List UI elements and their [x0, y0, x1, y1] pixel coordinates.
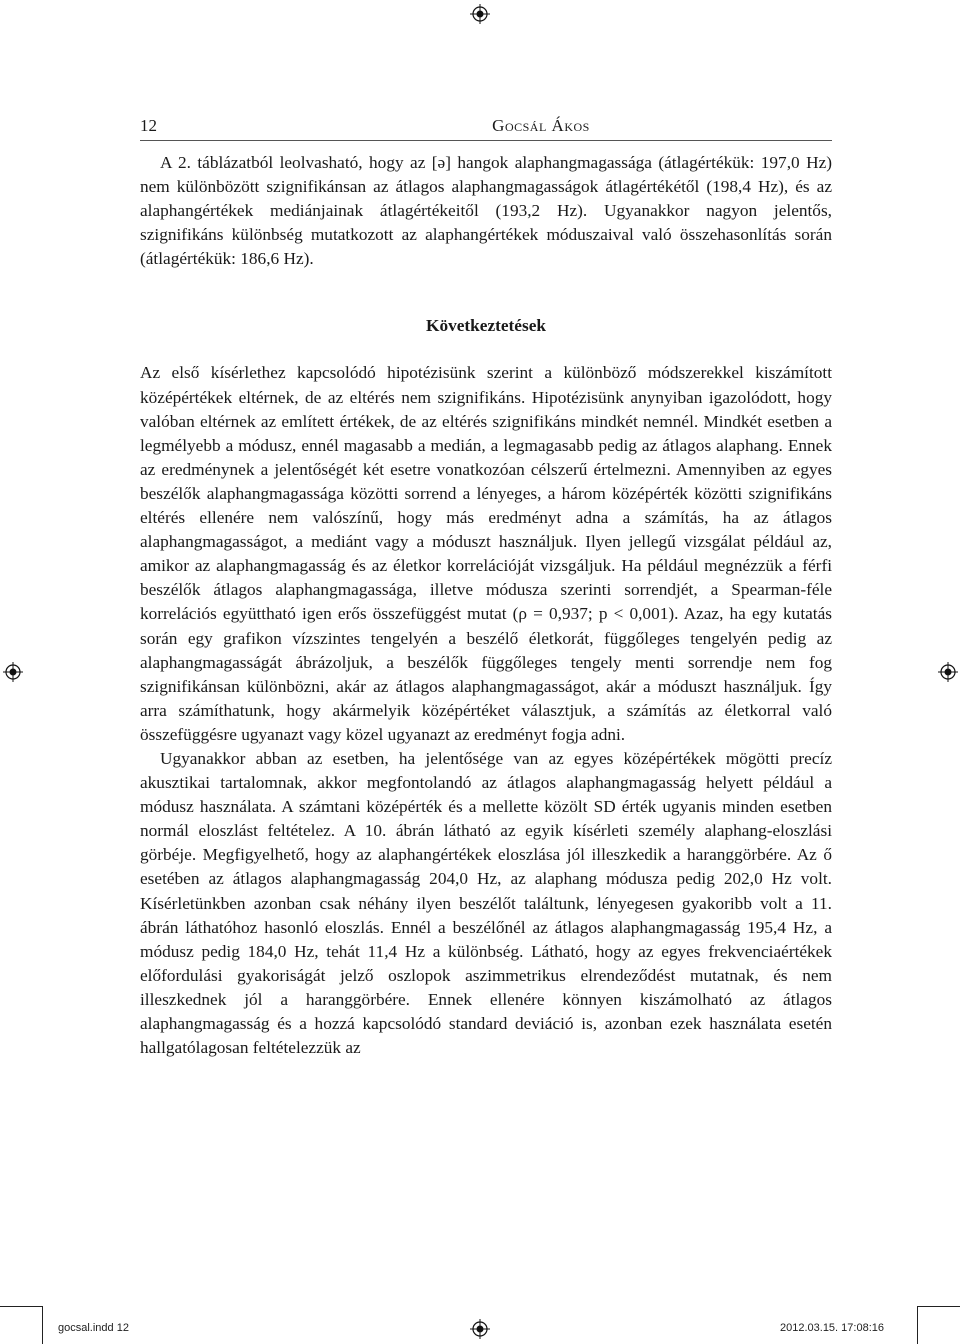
crop-mark: [0, 1306, 42, 1307]
crop-mark: [917, 1306, 960, 1307]
registration-mark-icon: [938, 662, 958, 682]
crop-mark: [42, 1306, 43, 1344]
section-heading: Következtetések: [426, 316, 546, 336]
page-header: [140, 116, 832, 141]
paragraph-3: Ugyanakkor abban az esetben, ha jelentősége van az egyes középértékek mögötti precíz akusztikai tartalomnak, akkor megfontolandó az átlagos alaphangmagasság helyett például a módusz használata. A számtani középérték és a mellette közölt SD érték ugyanis minden esetben normál eloszlást feltételez. A 10. ábrán látható az egyik kísérleti személy alaphang-eloszlási görbéje. Megfigyelhető, hogy az alaphangértékek eloszlása jól illeszkedik a haranggörbére. Az ő esetében az átlagos alaphangmagasság 204,0 Hz, az alaphang módusza pedig 202,0 Hz volt. Kísérletünkben azonban csak néhány ilyen beszélőt találtunk, lényegesen gyakoribb volt a 11. ábrán láthatóhoz hasonló eloszlás. Ennél a beszélőnél az átlagos alaphangmagasság 195,4 Hz, a módusz pedig 184,0 Hz, tehát 11,4 Hz a különbség. Látható, hogy az egyes frekvenciaértékek előfordulási gyakoriságát jelző oszlopok aszimmetrikus elrendeződést mutatnak, és nem illeszkednek jól a haranggörbére. Ennek ellenére könnyen kiszámolható az átlagos alaphangmagasság és a hozzá kapcsolódó standard deviáció is, azonban ezek használata esetén hallgatólagosan feltételezzük az: [140, 748, 832, 1058]
registration-mark-icon: [470, 4, 490, 24]
registration-mark-icon: [470, 1319, 490, 1339]
registration-mark-icon: [3, 662, 23, 682]
footer-timestamp: 2012.03.15. 17:08:16: [780, 1322, 884, 1334]
crop-mark: [917, 1306, 918, 1344]
page-number: 12: [140, 116, 157, 135]
paragraph-1: A 2. táblázatból leolvasható, hogy az [ə] hangok alaphangmagassága (átlagértékük: 197,0 Hz) nem különbözött szignifikánsan az átlagos alaphangmagasságok átlagértékétől (198,4 Hz), és az alaphangértékek mediánjainak átlagértékeitől (193,2 Hz). Ugyanakkor nagyon jelentős, szignifikáns különbség mutatkozott az alaphangértékek móduszaival való összehasonlítás során (átlagértékük: 186,6 Hz).: [140, 153, 832, 269]
running-head: Gocsál Ákos: [492, 116, 590, 135]
paragraph-2: Az első kísérlethez kapcsolódó hipotézisünk szerint a különböző módszerekkel kiszámított középértékek eltérnek, de az eltérés nem szignifikáns. Hipotézisünk anynyiban igazolódott, hogy valóban eltérnek az említett értékek, de az eltérés szignifikáns mindkét nemnél. Mindkét esetben a legmélyebb a módusz, ennél magasabb a medián, a legmagasabb pedig az átlagos alaphang. Ennek az eredménynek a jelentőségét két esetre vonatkozóan célszerű értelmezni. Amennyiben az egyes beszélők alaphangmagassága közötti sorrend a lényeges, a három középérték közötti szignifikáns eltérés ellenére nem valószínű, hogy más eredményt adna a számítás, ha az átlagos alaphangmagasságot, a mediánt vagy a móduszt használjuk. Ilyen jellegű vizsgálat például az, amikor az alaphangmagasság és az életkor korrelációját vizsgáljuk. Ha például megnézzük a férfi beszélők átlagos alaphangmagassága, illetve módusza szerinti sorrendjét, a Spearman-féle korrelációs együttható igen erős összefüggést mutat (ρ = 0,937; p < 0,001). Azaz, ha egy kutatás során egy grafikon vízszintes tengelyén a beszélő életkorát, függőleges tengelyén pedig az alaphangmagasságát ábrázoljuk, a beszélők függőleges tengely menti sorrendje nem fog szignifikánsan különbözni, akár az átlagos alaphangmagasságot, akár a móduszt használjuk. Így arra számíthatunk, hogy akármelyik középértéket választjuk, a számítás az életkorral való összefüggésre ugyanazt vagy közel ugyanazt az eredményt fogja adni.: [140, 363, 832, 744]
footer-filename: gocsal.indd 12: [58, 1322, 129, 1334]
body-text: [140, 151, 832, 1060]
